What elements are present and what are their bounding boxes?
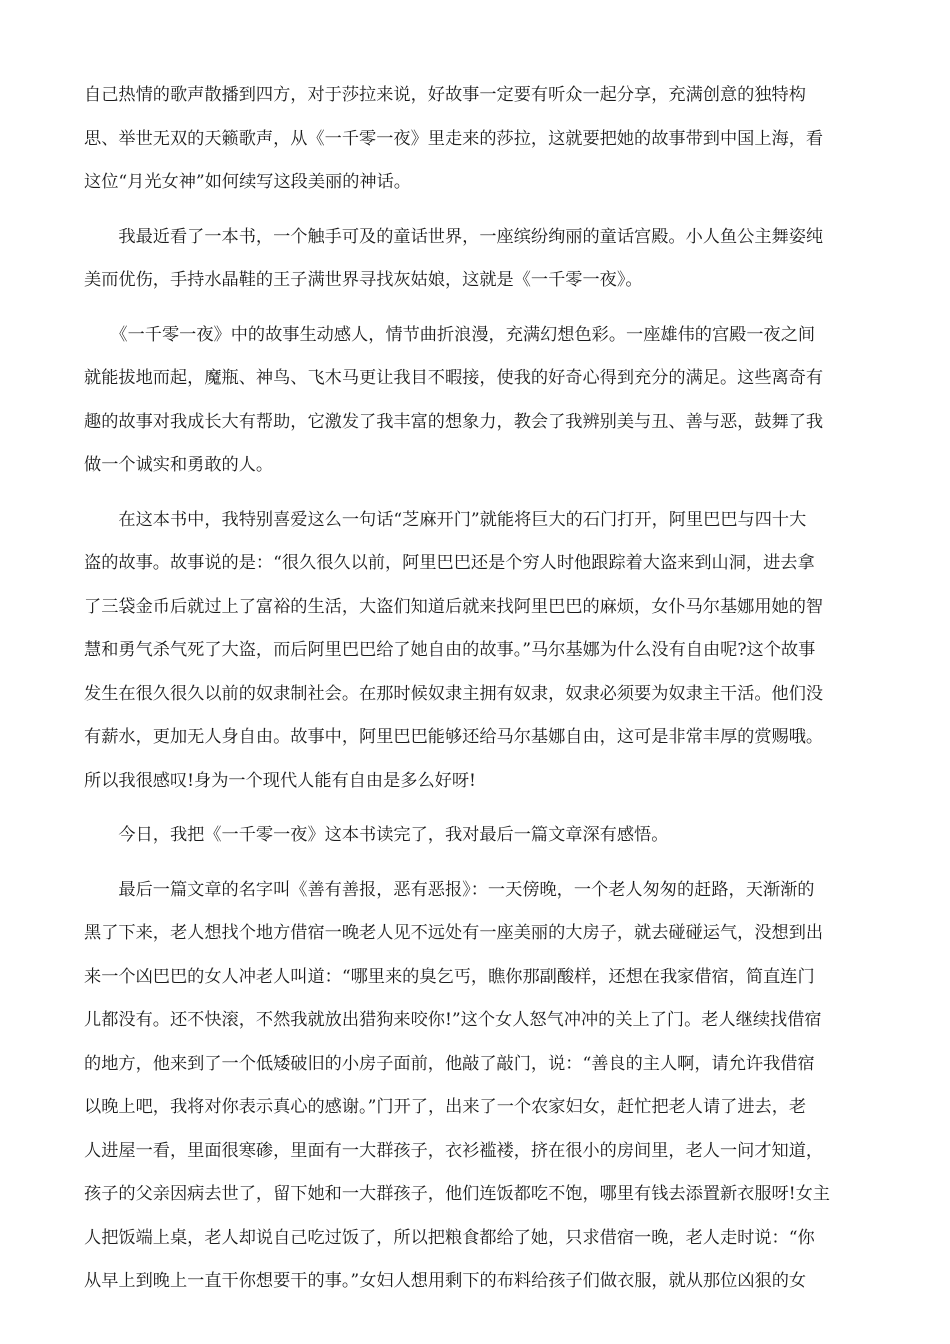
text-line: 有薪水，更加无人身自由。故事中，阿里巴巴能够还给马尔基娜自由，这可是非常丰厚的赏赐哦。	[84, 727, 824, 747]
text-line: 以晚上吧，我将对你表示真心的感谢。”门开了，出来了一个农家妇女，赶忙把老人请了进去，老	[84, 1097, 807, 1117]
text-line: 人把饭端上桌，老人却说自己吃过饭了，所以把粮食都给了她，只求借宿一晚，老人走时说：“你	[84, 1227, 815, 1248]
text-line: 最后一篇文章的名字叫《善有善报，恶有恶报》：一天傍晚，一个老人匆匆的赶路，天渐渐的	[118, 879, 815, 900]
text-line: 自己热情的歌声散播到四方，对于莎拉来说，好故事一定要有听众一起分享，充满创意的独特构	[84, 85, 806, 105]
text-line: 美而优伤，手持水晶鞋的王子满世界寻找灰姑娘，这就是《一千零一夜》。	[84, 270, 643, 290]
text-line: 的地方，他来到了一个低矮破旧的小房子面前，他敲了敲门，说：“善良的主人啊，请允许我借宿	[84, 1053, 815, 1074]
text-line: 我最近看了一本书，一个触手可及的童话世界，一座缤纷绚丽的童话宫殿。小人鱼公主舞姿纯	[118, 226, 824, 247]
text-line: 思、举世无双的天籁歌声，从《一千零一夜》里走来的莎拉，这就要把她的故事带到中国上海，看	[84, 128, 824, 149]
text-line: 《一千零一夜》中的故事生动感人，情节曲折浪漫，充满幻想色彩。一座雄伟的宫殿一夜之间	[110, 324, 816, 345]
text-line: 了三袋金币后就过上了富裕的生活，大盗们知道后就来找阿里巴巴的麻烦，女仆马尔基娜用她的智	[84, 596, 824, 617]
text-line: 从早上到晚上一直干你想要干的事。”女妇人想用剩下的布料给孩子们做衣服，就从那位凶狠的女	[84, 1271, 807, 1291]
text-line: 黑了下来，老人想找个地方借宿一晚老人见不远处有一座美丽的大房子，就去碰碰运气，没想到出	[84, 923, 824, 943]
text-line: 趣的故事对我成长大有帮助，它激发了我丰富的想象力，教会了我辨别美与丑、善与恶，鼓舞了我	[84, 411, 824, 432]
paragraph-3	[84, 314, 864, 488]
text-line: 今日，我把《一千零一夜》这本书读完了，我对最后一篇文章深有感悟。	[118, 825, 669, 845]
text-line: 这位“月光女神”如何续写这段美丽的神话。	[84, 172, 411, 192]
text-line: 儿都没有。还不快滚，不然我就放出猎狗来咬你!”这个女人怒气冲冲的关上了门。老人继续找借宿	[84, 1010, 822, 1030]
text-line: 发生在很久很久以前的奴隶制社会。在那时候奴隶主拥有奴隶，奴隶必须要为奴隶主干活。他们没	[84, 683, 824, 704]
text-line: 在这本书中，我特别喜爱这么一句话“芝麻开门”就能将巨大的石门打开，阿里巴巴与四十大	[118, 509, 807, 530]
document-body	[84, 74, 864, 1315]
text-line: 来一个凶巴巴的女人冲老人叫道：“哪里来的臭乞丐，瞧你那副酸样，还想在我家借宿，简直连门	[84, 966, 815, 987]
paragraph-4	[84, 499, 864, 804]
text-line: 慧和勇气杀气死了大盗，而后阿里巴巴给了她自由的故事。”马尔基娜为什么没有自由呢?这个故事	[84, 640, 816, 660]
text-line: 盗的故事。故事说的是：“很久很久以前，阿里巴巴还是个穷人时他跟踪着大盗来到山洞，进去拿	[84, 553, 815, 573]
paragraph-5	[84, 814, 864, 858]
paragraph-1	[84, 74, 864, 205]
text-line: 就能拔地而起，魔瓶、神鸟、飞木马更让我目不暇接，使我的好奇心得到充分的满足。这些离奇有	[84, 368, 824, 388]
paragraph-6	[84, 869, 864, 1304]
text-line: 所以我很感叹!身为一个现代人能有自由是多么好呀!	[84, 770, 476, 791]
text-line: 做一个诚实和勇敢的人。	[84, 455, 274, 475]
text-line: 人进屋一看，里面很寒碜，里面有一大群孩子，衣衫褴褛，挤在很小的房间里，老人一问才知道，	[84, 1140, 824, 1161]
text-line: 孩子的父亲因病去世了，留下她和一大群孩子，他们连饭都吃不饱，哪里有钱去添置新衣服呀!女主	[84, 1184, 830, 1204]
paragraph-2	[84, 216, 864, 303]
